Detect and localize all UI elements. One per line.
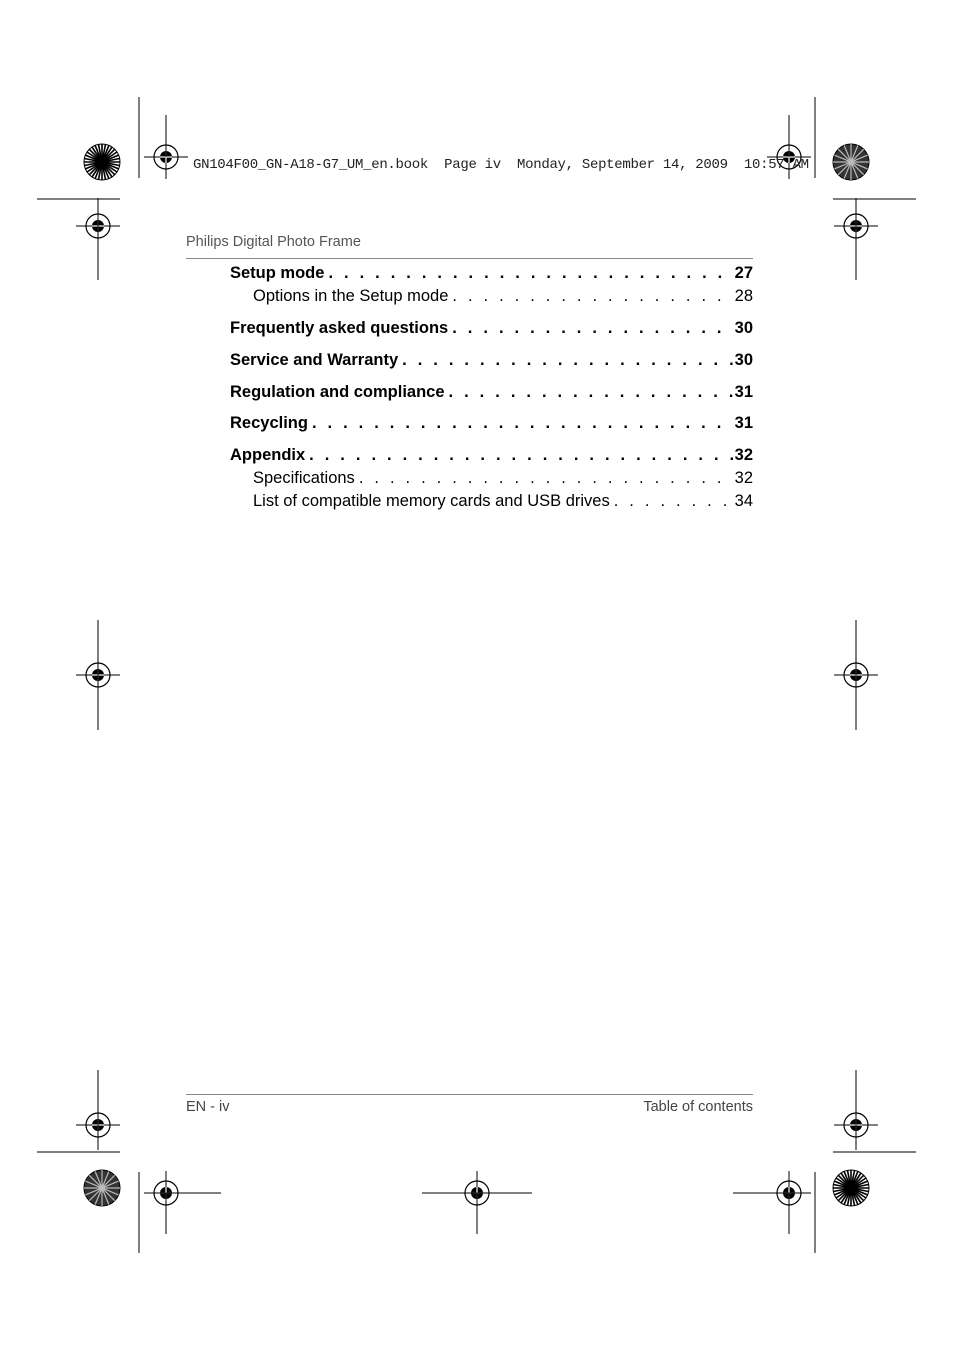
toc-entry-page: 32 — [734, 469, 753, 487]
toc-entry-label: Recycling — [230, 414, 308, 432]
section-name: Table of contents — [643, 1099, 753, 1115]
dot-leader — [309, 446, 732, 465]
toc-entry-page: 31 — [734, 383, 753, 401]
toc-entry-page: 30 — [734, 351, 753, 369]
dot-leader — [452, 319, 732, 338]
toc-entry-page: 30 — [734, 319, 753, 337]
toc-entry[interactable] — [230, 351, 753, 370]
toc-entry-label: Frequently asked questions — [230, 319, 449, 337]
toc-entry-page: 34 — [734, 492, 753, 510]
page-number: EN - iv — [186, 1099, 230, 1115]
toc-entry-label: Appendix — [230, 446, 306, 464]
toc-entry-page: 31 — [734, 414, 753, 432]
running-header: Philips Digital Photo Frame — [186, 234, 361, 250]
dot-leader — [402, 351, 733, 370]
toc-entry[interactable] — [230, 446, 753, 465]
dot-leader — [328, 264, 732, 283]
toc-entry[interactable] — [230, 383, 753, 402]
toc-entry-label: Setup mode — [230, 264, 325, 282]
header-rule — [186, 258, 753, 259]
dot-leader — [449, 383, 733, 402]
toc-entry[interactable] — [230, 319, 753, 338]
toc-entry[interactable] — [230, 264, 753, 283]
toc-entry[interactable] — [253, 287, 753, 306]
toc-entry-label: List of compatible memory cards and USB drives — [253, 492, 610, 510]
toc-entry-page: 27 — [734, 264, 753, 282]
toc-entry[interactable] — [253, 469, 753, 488]
toc-entry-page: 28 — [734, 287, 753, 305]
footer-rule — [186, 1094, 753, 1095]
toc-entry[interactable] — [253, 492, 753, 511]
toc-entry-label: Specifications — [253, 469, 355, 487]
dot-leader — [312, 414, 733, 433]
toc-entry-label: Regulation and compliance — [230, 383, 445, 401]
dot-leader — [452, 287, 732, 306]
toc-entry-page: 32 — [734, 446, 753, 464]
toc-entry-label: Service and Warranty — [230, 351, 399, 369]
dot-leader — [614, 492, 733, 511]
dot-leader — [359, 469, 733, 488]
toc-entry-label: Options in the Setup mode — [253, 287, 449, 305]
print-slug: GN104F00_GN-A18-G7_UM_en.book Page iv Monday, September 14, 2009 10:57 AM — [193, 157, 809, 173]
toc-entry[interactable] — [230, 414, 753, 433]
